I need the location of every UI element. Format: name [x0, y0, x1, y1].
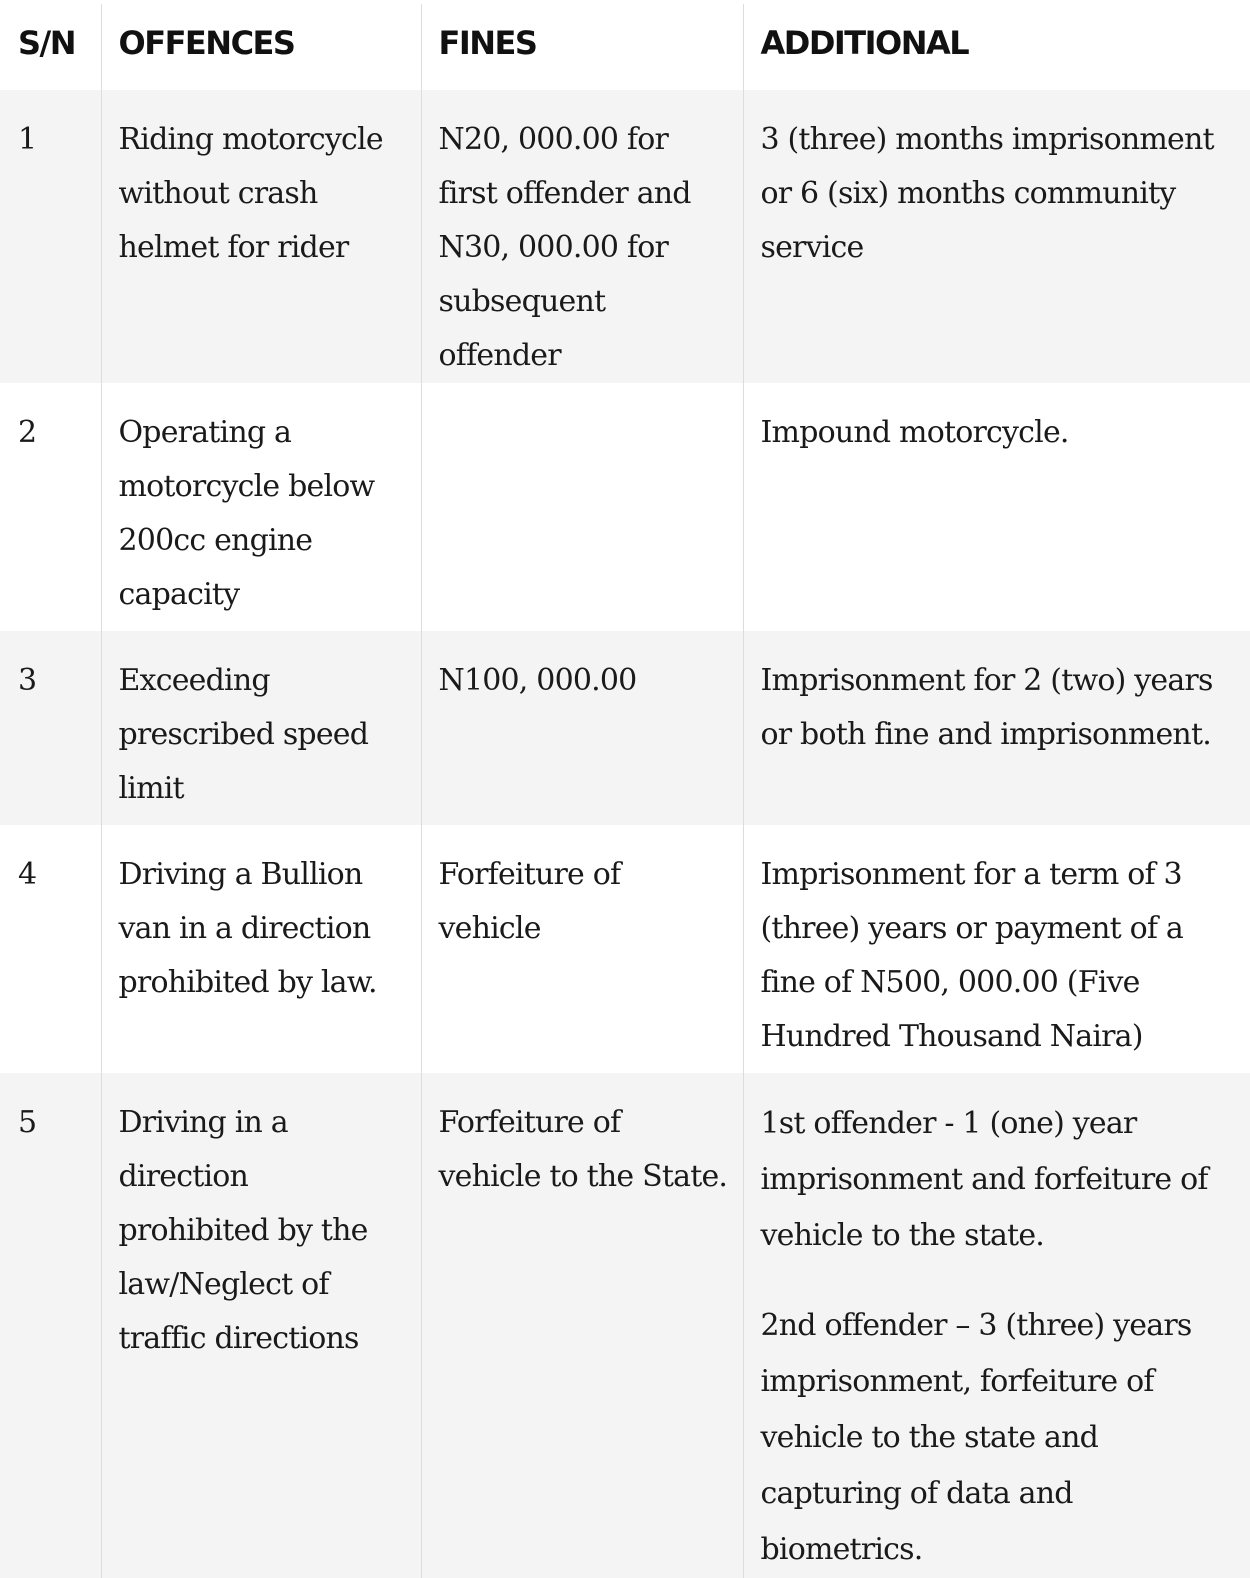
- header-fines: FINES: [421, 4, 743, 90]
- row-sn: 1: [0, 90, 101, 383]
- row-offence: Exceeding prescribed speed limit: [101, 631, 421, 825]
- table-row: [0, 631, 1250, 825]
- row-offence: Riding motorcycle without crash helmet for rider: [101, 90, 421, 383]
- header-sn: S/N: [0, 4, 101, 90]
- row-fine: N20, 000.00 for first offender and N30, 000.00 for subsequent offender: [421, 90, 743, 383]
- row-sn: 3: [0, 631, 101, 825]
- row-sn: 2: [0, 383, 101, 631]
- row-offence: Driving a Bullion van in a direction prohibited by law.: [101, 825, 421, 1073]
- additional-paragraph: 3 (three) months imprisonment or 6 (six) months community service: [760, 122, 1214, 265]
- row-additional: [743, 1073, 1250, 1578]
- header-offences: OFFENCES: [101, 4, 421, 90]
- row-offence: Driving in a direction prohibited by the law/Neglect of traffic directions: [101, 1073, 421, 1578]
- row-fine: Forfeiture of vehicle: [421, 825, 743, 1073]
- additional-paragraph: Imprisonment for a term of 3 (three) years or payment of a fine of N500, 000.00 (Five Hundred Thousand Naira): [760, 857, 1184, 1054]
- row-additional: [743, 90, 1250, 383]
- row-sn: 5: [0, 1073, 101, 1578]
- row-additional: [743, 631, 1250, 825]
- row-sn: 4: [0, 825, 101, 1073]
- additional-paragraph: 1st offender - 1 (one) year imprisonment and forfeiture of vehicle to the state.: [760, 1106, 1208, 1253]
- table-row: [0, 90, 1250, 383]
- header-additional: ADDITIONAL: [743, 4, 1250, 90]
- row-additional: [743, 383, 1250, 631]
- table-row: [0, 1073, 1250, 1578]
- table-row: [0, 825, 1250, 1073]
- table-row: [0, 383, 1250, 631]
- row-fine: Forfeiture of vehicle to the State.: [421, 1073, 743, 1578]
- table-header-row: [0, 4, 1250, 90]
- offences-fines-table: [0, 4, 1250, 1578]
- row-fine: [421, 383, 743, 631]
- additional-paragraph: Impound motorcycle.: [760, 415, 1069, 450]
- additional-paragraph: Imprisonment for 2 (two) years or both fine and imprisonment.: [760, 663, 1213, 752]
- additional-paragraph: 2nd offender – 3 (three) years imprisonment, forfeiture of vehicle to the state and capturing of data and biometrics.: [760, 1308, 1192, 1567]
- row-fine: N100, 000.00: [421, 631, 743, 825]
- row-offence: Operating a motorcycle below 200cc engine capacity: [101, 383, 421, 631]
- row-additional: [743, 825, 1250, 1073]
